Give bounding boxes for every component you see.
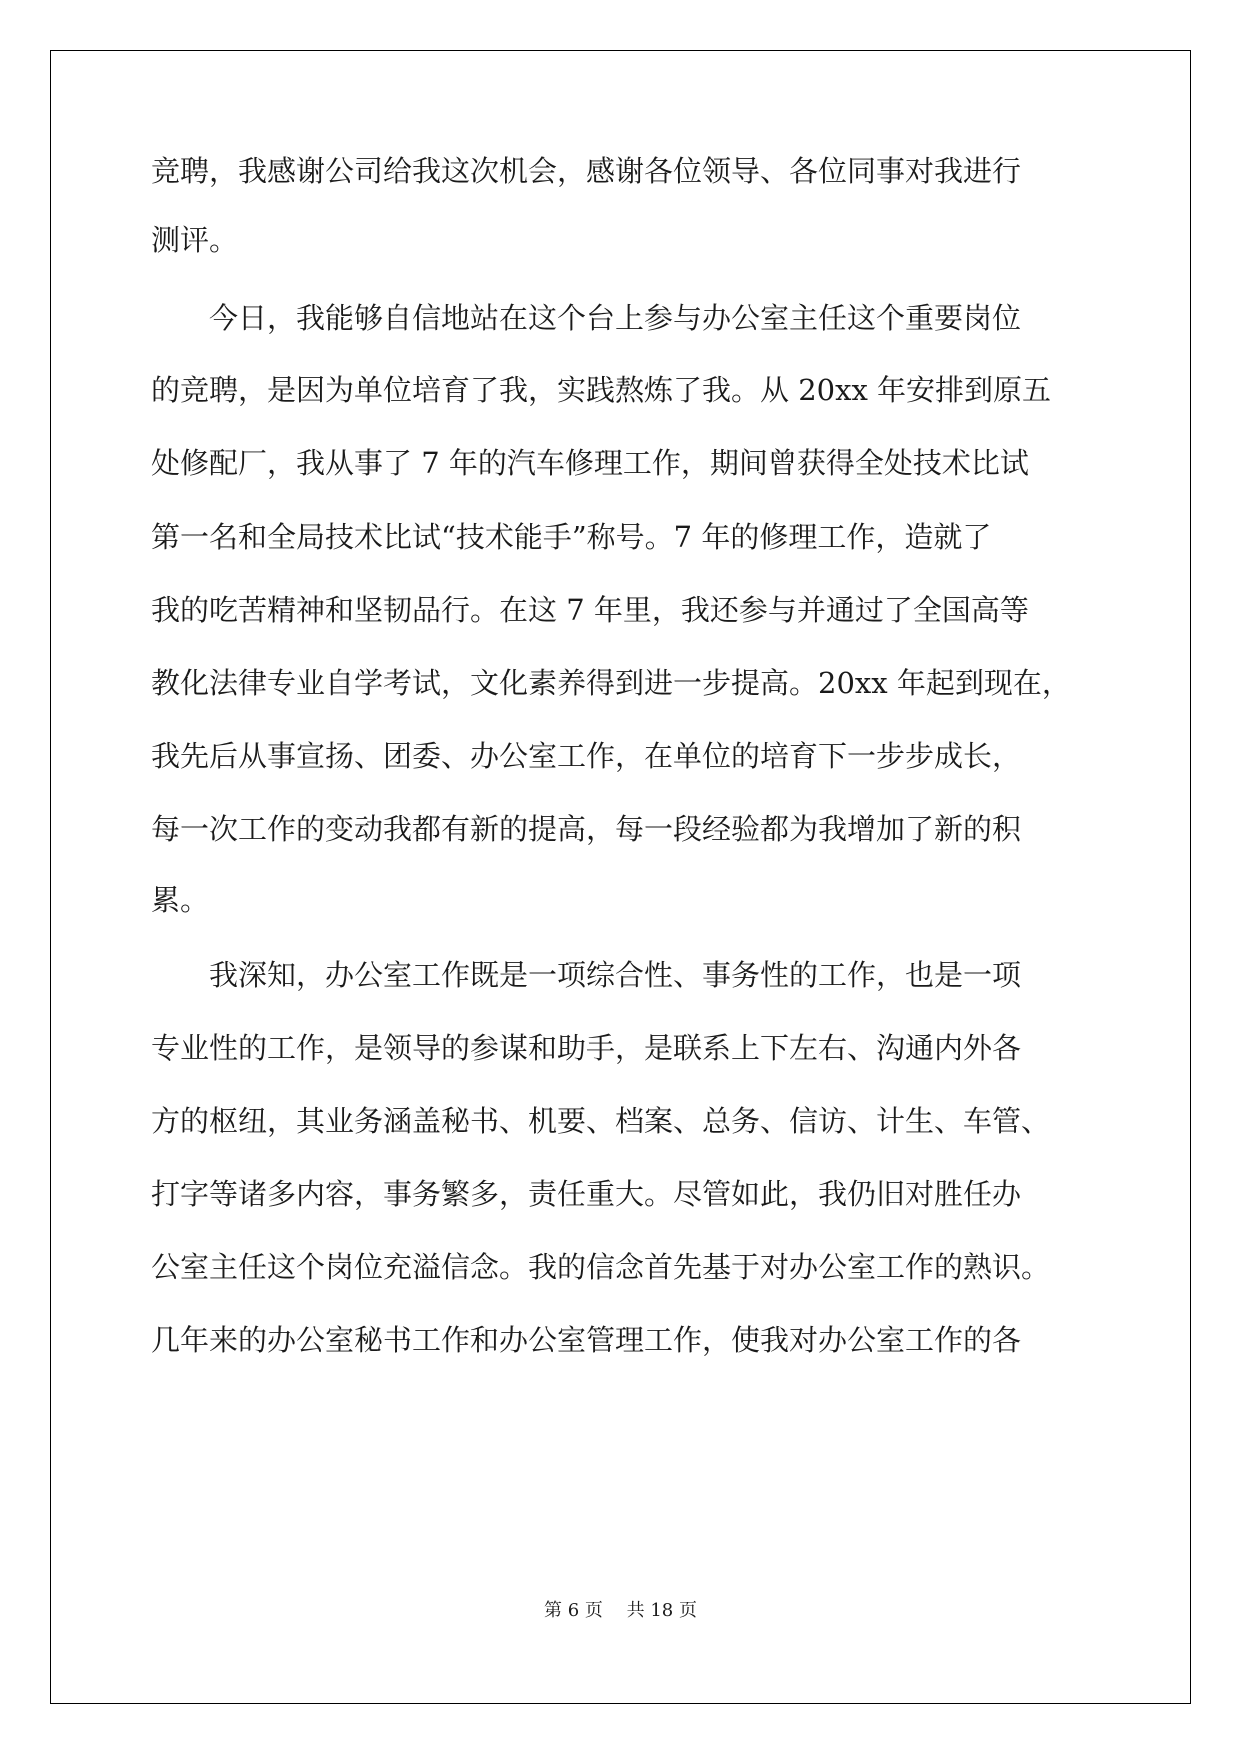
text-line: 方的枢纽，其业务涵盖秘书、机要、档案、总务、信访、计生、车管、 (151, 1104, 1051, 1138)
text-line: 测评。 (151, 223, 239, 257)
text-line: 公室主任这个岗位充溢信念。我的信念首先基于对办公室工作的熟识。 (151, 1250, 1051, 1284)
text-line: 我深知，办公室工作既是一项综合性、事务性的工作，也是一项 (151, 958, 1022, 992)
text-line: 我先后从事宣扬、团委、办公室工作，在单位的培育下一步步成长， (151, 739, 1022, 773)
text-line: 累。 (151, 883, 210, 917)
text-line: 的竞聘，是因为单位培育了我，实践熬炼了我。从 20xx 年安排到原五 (151, 373, 1052, 407)
text-line: 第一名和全局技术比试“技术能手”称号。7 年的修理工作，造就了 (151, 520, 992, 554)
text-line: 打字等诸多内容，事务繁多，责任重大。尽管如此，我仍旧对胜任办 (151, 1177, 1022, 1211)
text-line: 教化法律专业自学考试，文化素养得到进一步提高。20xx 年起到现在， (151, 666, 1071, 700)
text-line: 每一次工作的变动我都有新的提高，每一段经验都为我增加了新的积 (151, 812, 1022, 846)
text-line: 今日，我能够自信地站在这个台上参与办公室主任这个重要岗位 (151, 301, 1022, 335)
text-line: 几年来的办公室秘书工作和办公室管理工作，使我对办公室工作的各 (151, 1323, 1022, 1357)
text-line: 专业性的工作，是领导的参谋和助手，是联系上下左右、沟通内外各 (151, 1031, 1022, 1065)
text-line: 处修配厂，我从事了 7 年的汽车修理工作，期间曾获得全处技术比试 (151, 446, 1029, 480)
text-line: 竞聘，我感谢公司给我这次机会，感谢各位领导、各位同事对我进行 (151, 154, 1022, 188)
page-number: 第 6 页 共 18 页 (544, 1600, 697, 1621)
text-line: 我的吃苦精神和坚韧品行。在这 7 年里，我还参与并通过了全国高等 (151, 593, 1029, 627)
